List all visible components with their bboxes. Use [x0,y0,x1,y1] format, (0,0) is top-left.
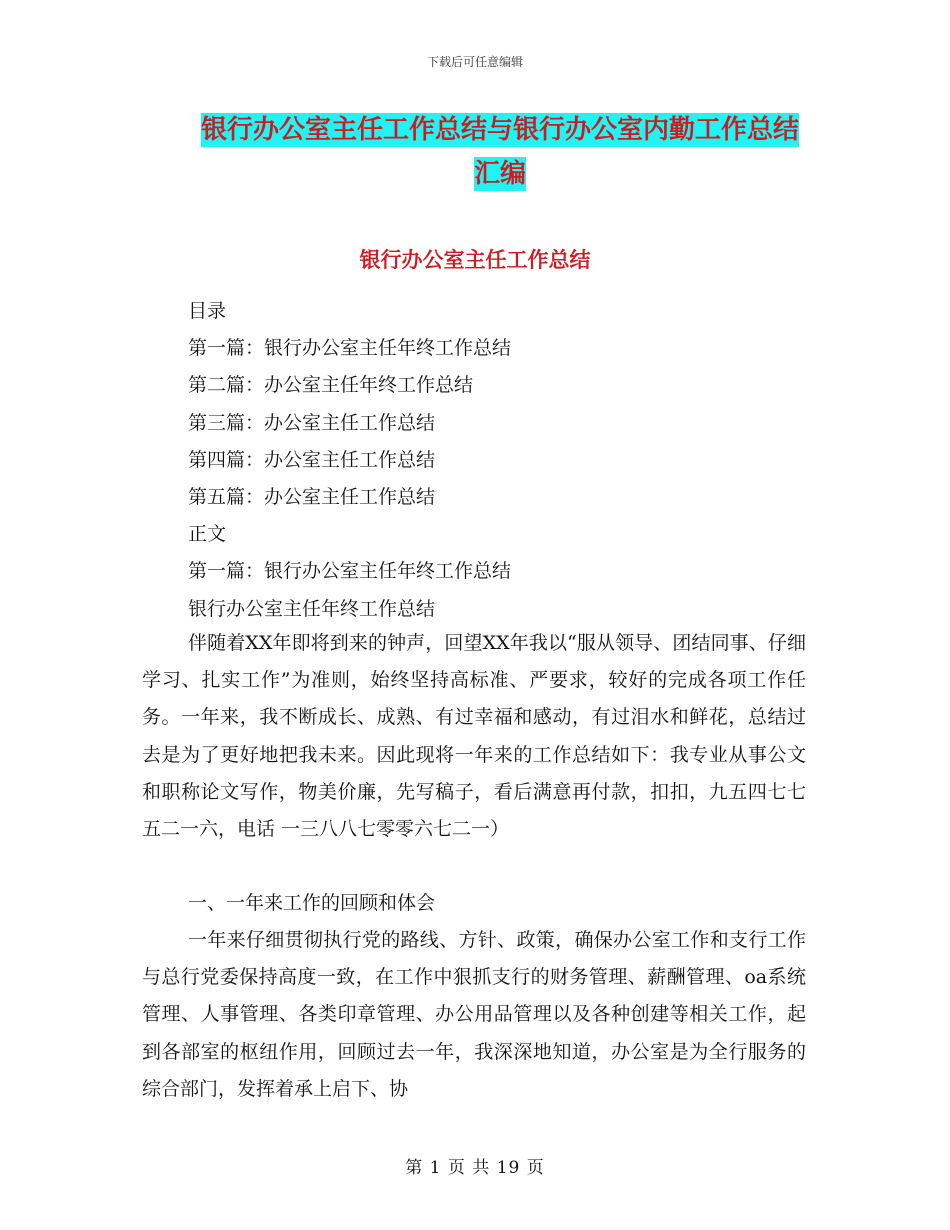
page-footer: 第 1 页 共 19 页 [405,1158,545,1178]
table-of-contents [188,293,808,628]
title-line-1: 银行办公室主任工作总结与银行办公室内勤工作总结 [200,115,799,145]
part-one-heading: 第一篇：银行办公室主任年终工作总结 [188,560,512,583]
toc-item-2: 第二篇：办公室主任年终工作总结 [188,374,474,397]
toc-item-3: 第三篇：办公室主任工作总结 [188,411,436,434]
toc-item-4: 第四篇：办公室主任工作总结 [188,448,436,471]
section-title: 银行办公室主任工作总结 [359,248,591,272]
document-title [190,108,810,196]
header-note: 下载后可任意编辑 [426,55,523,69]
toc-item-5: 第五篇：办公室主任工作总结 [188,486,436,509]
body-heading: 正文 [188,523,227,546]
toc-heading: 目录 [188,300,227,322]
body-paragraph: 伴随着XX年即将到来的钟声，回望XX年我以“服从领导、团结同事、仔细学习、扎实工作”为准则，始终坚持高标准、严要求，较好的完成各项工作任务。一年来，我不断成长、成熟、有过幸福和感动，有过泪水和鲜花，总结过去是为了更好地把我未来。因此现将一年来的工作总结如下：我专业从事公文和职称论文写作，物美价廉，先写稿子，看后满意再付款，扣扣，九五四七七五二一六，电话 一三八八七零零六七二一） [142,632,806,841]
body-paragraph: 一年来仔细贯彻执行党的路线、方针、政策，确保办公室工作和支行工作与总行党委保持高度一致，在工作中狠抓支行的财务管理、薪酬管理、oa系统管理、人事管理、各类印章管理、办公用品管理以及各种创建等相关工作，起到各部室的枢纽作用，回顾过去一年，我深深地知道，办公室是为全行服务的综合部门，发挥着承上启下、协 [142,929,806,1100]
section-heading: 一、一年来工作的回顾和体会 [188,892,436,914]
title-line-2: 汇编 [473,159,526,189]
part-one-subtitle: 银行办公室主任年终工作总结 [188,597,436,620]
toc-item-1: 第一篇：银行办公室主任年终工作总结 [188,337,512,360]
